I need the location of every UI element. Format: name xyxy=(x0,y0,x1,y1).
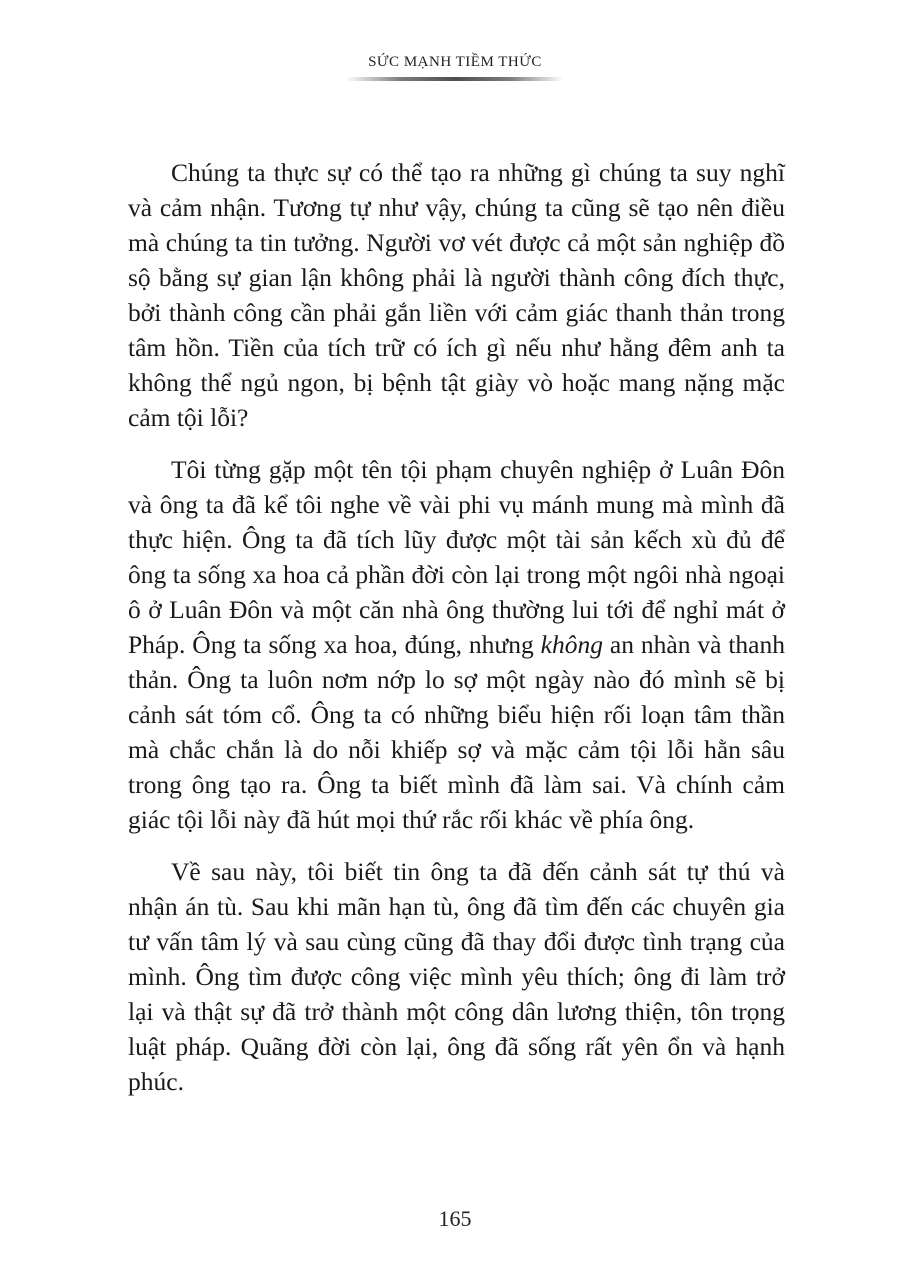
paragraph-2-part-1: Tôi từng gặp một tên tội phạm chuyên nghiệp ở Luân Đôn và ông ta đã kể tôi nghe về vài phi vụ mánh mung mà mình đã thực hiện. Ông ta đã tích lũy được một tài sản kếch xù đủ để ông ta sống xa hoa cả phần đời còn lại trong một ngôi nhà ngoại ô ở Luân Đôn và một căn nhà ông thường lui tới để nghỉ mát ở Pháp. Ông ta sống xa hoa, đúng, nhưng xyxy=(128,455,785,659)
paragraph-2 xyxy=(128,452,785,837)
paragraph-2-part-2: an nhàn và thanh thản. Ông ta luôn nơm nớp lo sợ một ngày nào đó mình sẽ bị cảnh sát tóm cổ. Ông ta có những biểu hiện rối loạn tâm thần mà chắc chắn là do nỗi khiếp sợ và mặc cảm tội lỗi hằn sâu trong ông tạo ra. Ông ta biết mình đã làm sai. Và chính cảm giác tội lỗi này đã hút mọi thứ rắc rối khác về phía ông. xyxy=(128,630,786,834)
paragraph-2-emphasis: không xyxy=(540,630,603,659)
body-text xyxy=(128,155,785,1116)
header-rule xyxy=(346,77,564,81)
running-header-title: SỨC MẠNH TIỀM THỨC xyxy=(368,54,542,70)
paragraph-3: Về sau này, tôi biết tin ông ta đã đến cảnh sát tự thú và nhận án tù. Sau khi mãn hạn tù, ông đã tìm đến các chuyên gia tư vấn tâm lý và sau cùng cũng đã thay đổi được tình trạng của mình. Ông tìm được công việc mình yêu thích; ông đi làm trở lại và thật sự đã trở thành một công dân lương thiện, tôn trọng luật pháp. Quãng đời còn lại, ông đã sống rất yên ổn và hạnh phúc. xyxy=(128,857,785,1096)
paragraph-1: Chúng ta thực sự có thể tạo ra những gì chúng ta suy nghĩ và cảm nhận. Tương tự như vậy, chúng ta cũng sẽ tạo nên điều mà chúng ta tin tưởng. Người vơ vét được cả một sản nghiệp đồ sộ bằng sự gian lận không phải là người thành công đích thực, bởi thành công cần phải gắn liền với cảm giác thanh thản trong tâm hồn. Tiền của tích trữ có ích gì nếu như hằng đêm anh ta không thể ngủ ngon, bị bệnh tật giày vò hoặc mang nặng mặc cảm tội lỗi? xyxy=(128,158,785,432)
page-number: 165 xyxy=(438,1206,472,1231)
